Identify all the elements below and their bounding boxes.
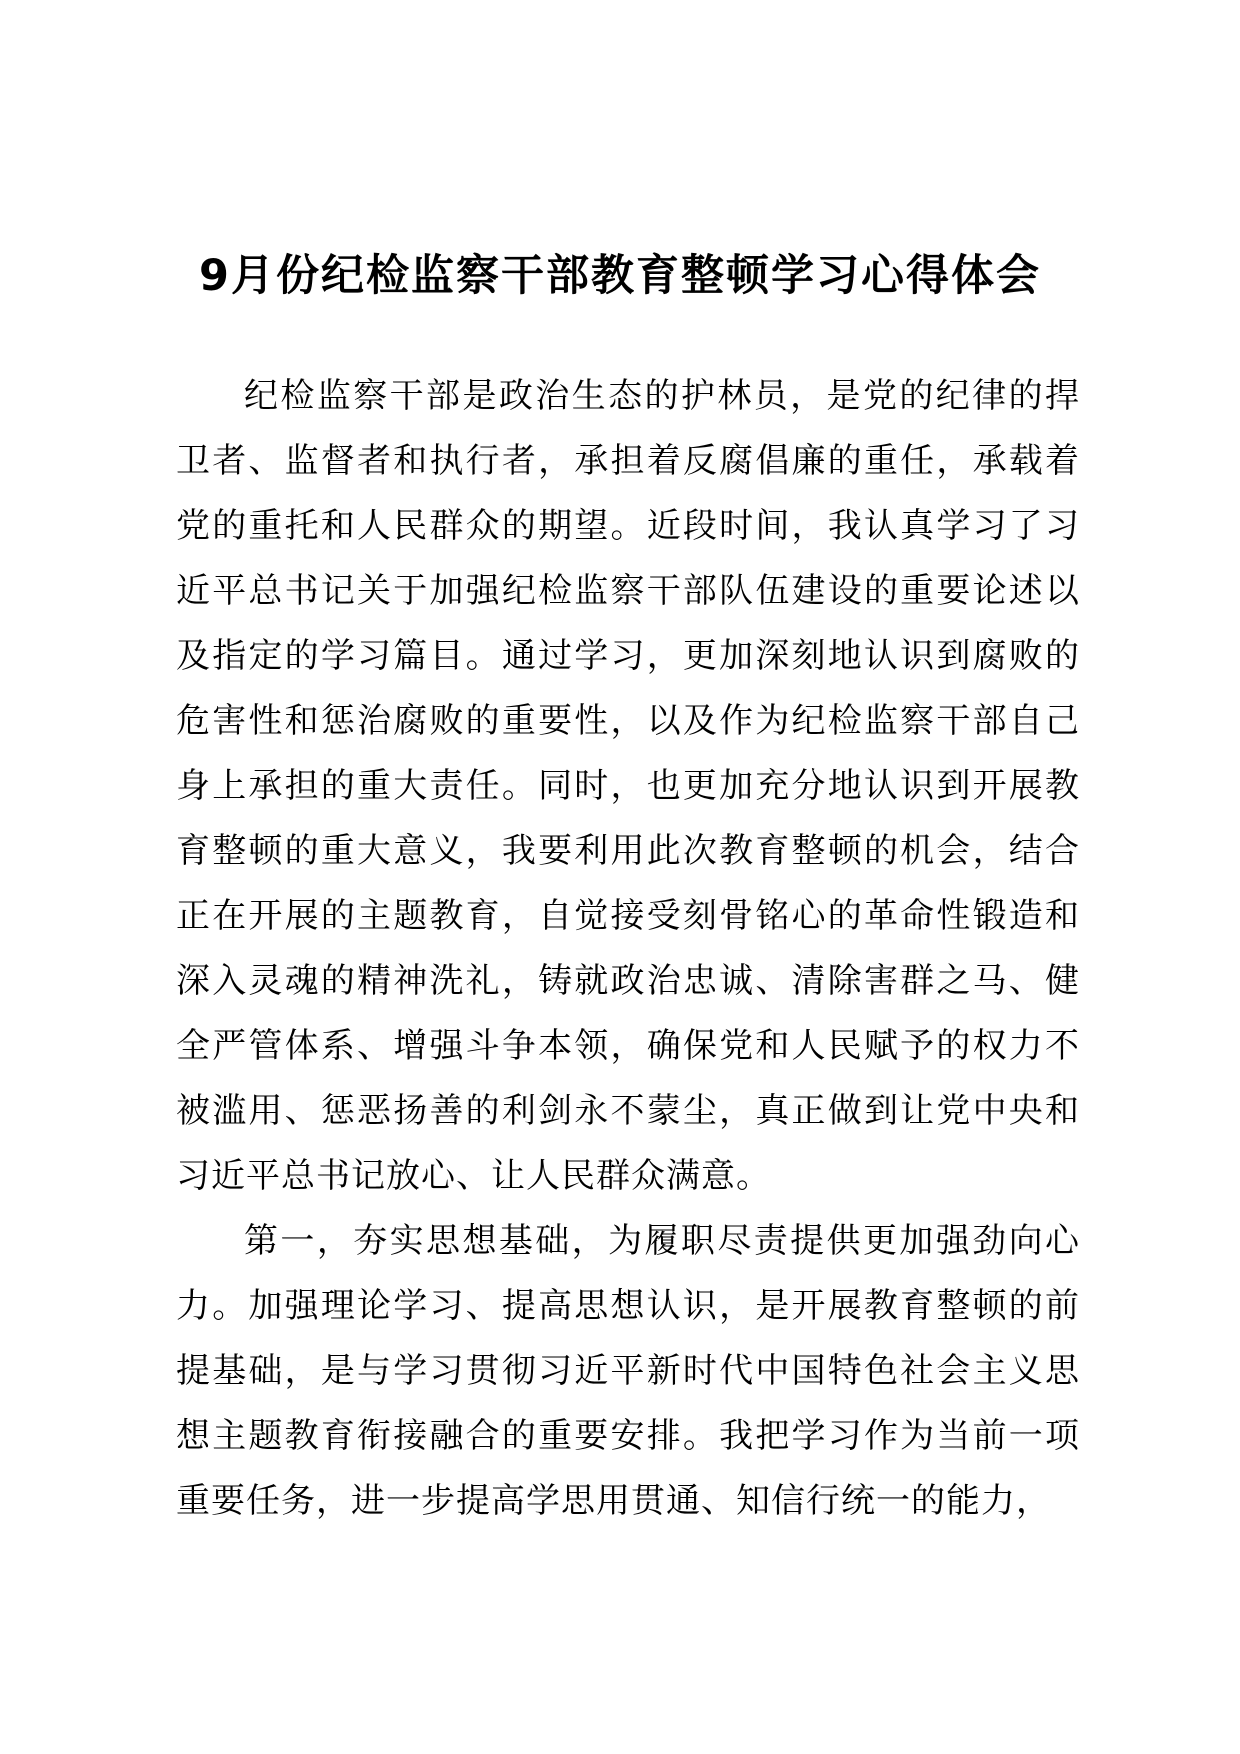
document-body	[176, 364, 1080, 1534]
paragraph-first-point: 第一，夯实思想基础，为履职尽责提供更加强劲向心力。加强理论学习、提高思想认识，是开展教育整顿的前提基础，是与学习贯彻习近平新时代中国特色社会主义思想主题教育衔接融合的重要安排。我把学习作为当前一项重要任务，进一步提高学思用贯通、知信行统一的能力，	[176, 1221, 1080, 1521]
document-title: 9月份纪检监察干部教育整顿学习心得体会	[199, 251, 1041, 301]
paragraph-intro: 纪检监察干部是政治生态的护林员，是党的纪律的捍卫者、监督者和执行者，承担着反腐倡廉的重任，承载着党的重托和人民群众的期望。近段时间，我认真学习了习近平总书记关于加强纪检监察干部队伍建设的重要论述以及指定的学习篇目。通过学习，更加深刻地认识到腐败的危害性和惩治腐败的重要性，以及作为纪检监察干部自己身上承担的重大责任。同时，也更加充分地认识到开展教育整顿的重大意义，我要利用此次教育整顿的机会，结合正在开展的主题教育，自觉接受刻骨铭心的革命性锻造和深入灵魂的精神洗礼，铸就政治忠诚、清除害群之马、健全严管体系、增强斗争本领，确保党和人民赋予的权力不被滥用、惩恶扬善的利剑永不蒙尘，真正做到让党中央和习近平总书记放心、让人民群众满意。	[176, 376, 1080, 1196]
